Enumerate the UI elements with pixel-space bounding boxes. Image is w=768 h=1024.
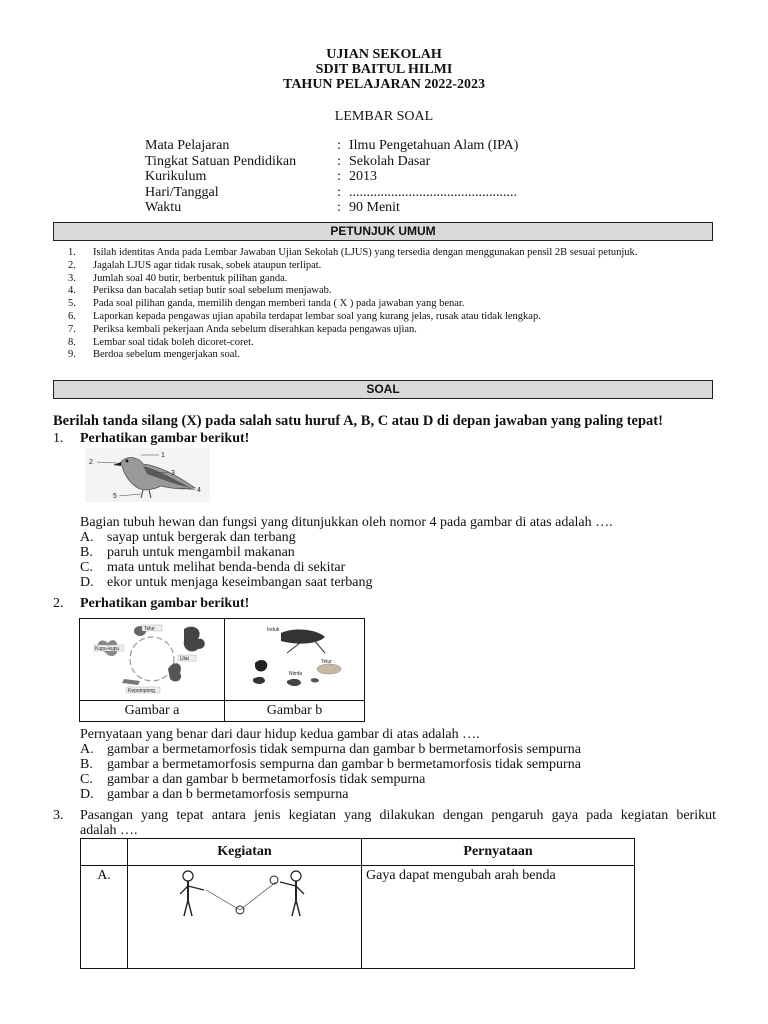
instruction-text: Pada soal pilihan ganda, memilih dengan memberi tanda ( X ) pada jawaban yang benar. bbox=[93, 298, 465, 310]
identity-sep: : bbox=[337, 153, 341, 169]
school-name: SDIT BAITUL HILMI bbox=[315, 62, 453, 77]
question-number: 3. bbox=[53, 808, 64, 823]
instruction-item bbox=[68, 311, 718, 324]
question-number: 1. bbox=[53, 431, 64, 446]
table-header-blank bbox=[81, 839, 128, 866]
option-letter: C. bbox=[80, 560, 93, 575]
instruction-number: 3. bbox=[68, 272, 76, 284]
exam-title: UJIAN SEKOLAH bbox=[326, 47, 442, 62]
bird-label: 4 bbox=[197, 487, 201, 494]
identity-row bbox=[145, 169, 518, 185]
bird-label: 1 bbox=[161, 452, 165, 459]
answer-option bbox=[80, 545, 295, 560]
identity-sep: : bbox=[337, 184, 341, 200]
image-cell-a bbox=[80, 619, 225, 701]
instruction-text: Berdoa sebelum mengerjakan soal. bbox=[93, 349, 240, 361]
option-text: ekor untuk menjaga keseimbangan saat terbang bbox=[107, 575, 373, 590]
stage-label: Telur bbox=[144, 626, 155, 632]
option-text: gambar a bermetamorfosis tidak sempurna dan gambar b bermetamorfosis sempurna bbox=[107, 742, 581, 757]
identity-value: Ilmu Pengetahuan Alam (IPA) bbox=[349, 138, 519, 153]
option-text: mata untuk melihat benda-benda di sekitar bbox=[107, 560, 346, 575]
stage-label: Kepompong bbox=[128, 688, 155, 694]
bird-illustration bbox=[85, 448, 210, 502]
option-letter: D. bbox=[80, 787, 94, 802]
sheet-title: LEMBAR SOAL bbox=[334, 109, 434, 124]
caption-b: Gambar b bbox=[225, 701, 365, 722]
identity-value: 90 Menit bbox=[349, 200, 400, 215]
option-letter: A. bbox=[80, 530, 94, 545]
option-letter: D. bbox=[80, 575, 94, 590]
instruction-item bbox=[68, 247, 718, 260]
identity-key: Waktu bbox=[145, 200, 182, 215]
instruction-text: Lembar soal tidak boleh dicoret-coret. bbox=[93, 336, 254, 348]
option-text: gambar a dan b bermetamorfosis sempurna bbox=[107, 787, 349, 802]
answer-option bbox=[80, 772, 425, 787]
stage-label: Induk bbox=[267, 627, 280, 633]
option-text: paruh untuk mengambil makanan bbox=[107, 545, 295, 560]
bird-label: 2 bbox=[89, 459, 93, 466]
answer-option bbox=[80, 757, 581, 772]
instruction-item bbox=[68, 273, 718, 286]
identity-row bbox=[145, 154, 518, 170]
bird-label: 3 bbox=[171, 470, 175, 477]
instruction-number: 1. bbox=[68, 247, 76, 258]
answer-option bbox=[80, 787, 348, 802]
table-header-kegiatan: Kegiatan bbox=[128, 839, 362, 866]
question-stem: Pernyataan yang benar dari daur hidup kedua gambar di atas adalah …. bbox=[80, 727, 480, 742]
identity-value: Sekolah Dasar bbox=[349, 153, 431, 169]
question-stem: Pasangan yang tepat antara jenis kegiatan yang dilakukan dengan pengaruh gaya pada kegiatan berikut bbox=[80, 808, 716, 823]
option-text: sayap untuk bergerak dan terbang bbox=[107, 530, 296, 545]
butterfly-life-cycle-image bbox=[80, 619, 224, 695]
identity-sep: : bbox=[337, 138, 341, 153]
general-instructions-heading: PETUNJUK UMUM bbox=[53, 222, 713, 241]
identity-sep: : bbox=[337, 169, 341, 184]
activity-table bbox=[80, 838, 635, 969]
instruction-item bbox=[68, 337, 718, 350]
option-text: gambar a bermetamorfosis sempurna dan gambar b bermetamorfosis tidak sempurna bbox=[107, 757, 581, 772]
ball-throwing-image bbox=[128, 866, 361, 922]
identity-key: Tingkat Satuan Pendidikan bbox=[145, 153, 297, 169]
instruction-text: Jagalah LJUS agar tidak rusak, sobek ataupun terlipat. bbox=[93, 259, 322, 271]
instruction-text: Jumlah soal 40 butir, berbentuk pilihan ganda. bbox=[93, 272, 288, 284]
identity-sep: : bbox=[337, 200, 341, 215]
cricket-life-cycle-image bbox=[225, 619, 364, 695]
caption-a: Gambar a bbox=[80, 701, 225, 722]
activity-image-cell bbox=[128, 866, 362, 969]
instruction-number: 4. bbox=[68, 285, 76, 297]
option-letter: B. bbox=[80, 545, 93, 560]
instruction-item bbox=[68, 349, 718, 362]
life-cycle-table bbox=[79, 618, 365, 722]
soal-heading: SOAL bbox=[53, 380, 713, 399]
question-title: Perhatikan gambar berikut! bbox=[80, 596, 250, 611]
identity-row bbox=[145, 185, 518, 201]
answer-option bbox=[80, 530, 296, 545]
instruction-item bbox=[68, 260, 718, 273]
question-number: 2. bbox=[53, 596, 64, 611]
instruction-list bbox=[68, 247, 718, 362]
question-title: Perhatikan gambar berikut! bbox=[80, 431, 250, 446]
instruction-number: 6. bbox=[68, 310, 76, 322]
option-letter: C. bbox=[80, 772, 93, 787]
question-stem-continued: adalah …. bbox=[80, 823, 138, 838]
answer-instruction: Berilah tanda silang (X) pada salah satu huruf A, B, C atau D di depan jawaban yang paling tepat! bbox=[53, 413, 663, 429]
question-stem: Bagian tubuh hewan dan fungsi yang ditunjukkan oleh nomor 4 pada gambar di atas adalah …. bbox=[80, 515, 613, 530]
instruction-number: 5. bbox=[68, 298, 76, 310]
identity-key: Mata Pelajaran bbox=[145, 138, 230, 153]
instruction-number: 2. bbox=[68, 259, 76, 271]
stage-label: Ulat bbox=[180, 656, 189, 662]
instruction-number: 9. bbox=[68, 349, 76, 361]
identity-key: Hari/Tanggal bbox=[145, 184, 219, 200]
image-cell-b bbox=[225, 619, 365, 701]
identity-row bbox=[145, 200, 518, 216]
instruction-item bbox=[68, 324, 718, 337]
option-letter: B. bbox=[80, 757, 93, 772]
instruction-item bbox=[68, 285, 718, 298]
answer-option bbox=[80, 742, 581, 757]
bird-label: 5 bbox=[113, 493, 117, 500]
academic-year: TAHUN PELAJARAN 2022-2023 bbox=[283, 77, 485, 92]
table-header-pernyataan: Pernyataan bbox=[362, 839, 635, 866]
answer-option bbox=[80, 560, 345, 575]
instruction-text: Isilah identitas Anda pada Lembar Jawaban Ujian Sekolah (LJUS) yang tersedia dengan menggunakan pensil 2B sesuai petunjuk. bbox=[93, 247, 638, 258]
identity-value: 2013 bbox=[349, 169, 377, 184]
identity-value: ................................................ bbox=[349, 184, 517, 200]
instruction-number: 8. bbox=[68, 336, 76, 348]
statement-cell: Gaya dapat mengubah arah benda bbox=[362, 866, 635, 969]
option-text: gambar a dan gambar b bermetamorfosis tidak sempurna bbox=[107, 772, 426, 787]
instruction-item bbox=[68, 298, 718, 311]
instruction-text: Periksa dan bacalah setiap butir soal sebelum menjawab. bbox=[93, 285, 332, 297]
stage-label: Telur bbox=[321, 659, 332, 665]
option-letter: A. bbox=[80, 742, 94, 757]
answer-option bbox=[80, 575, 373, 590]
identity-block bbox=[145, 138, 518, 216]
stage-label: Kupu-kupu bbox=[95, 646, 120, 652]
row-letter: A. bbox=[81, 866, 128, 969]
identity-key: Kurikulum bbox=[145, 169, 207, 184]
instruction-number: 7. bbox=[68, 323, 76, 335]
identity-row bbox=[145, 138, 518, 154]
stage-label: Nimfa bbox=[289, 671, 303, 677]
instruction-text: Periksa kembali pekerjaan Anda sebelum diserahkan kepada pengawas ujian. bbox=[93, 323, 417, 335]
instruction-text: Laporkan kepada pengawas ujian apabila terdapat lembar soal yang kurang jelas, rusak atau tidak lengkap. bbox=[93, 310, 541, 322]
